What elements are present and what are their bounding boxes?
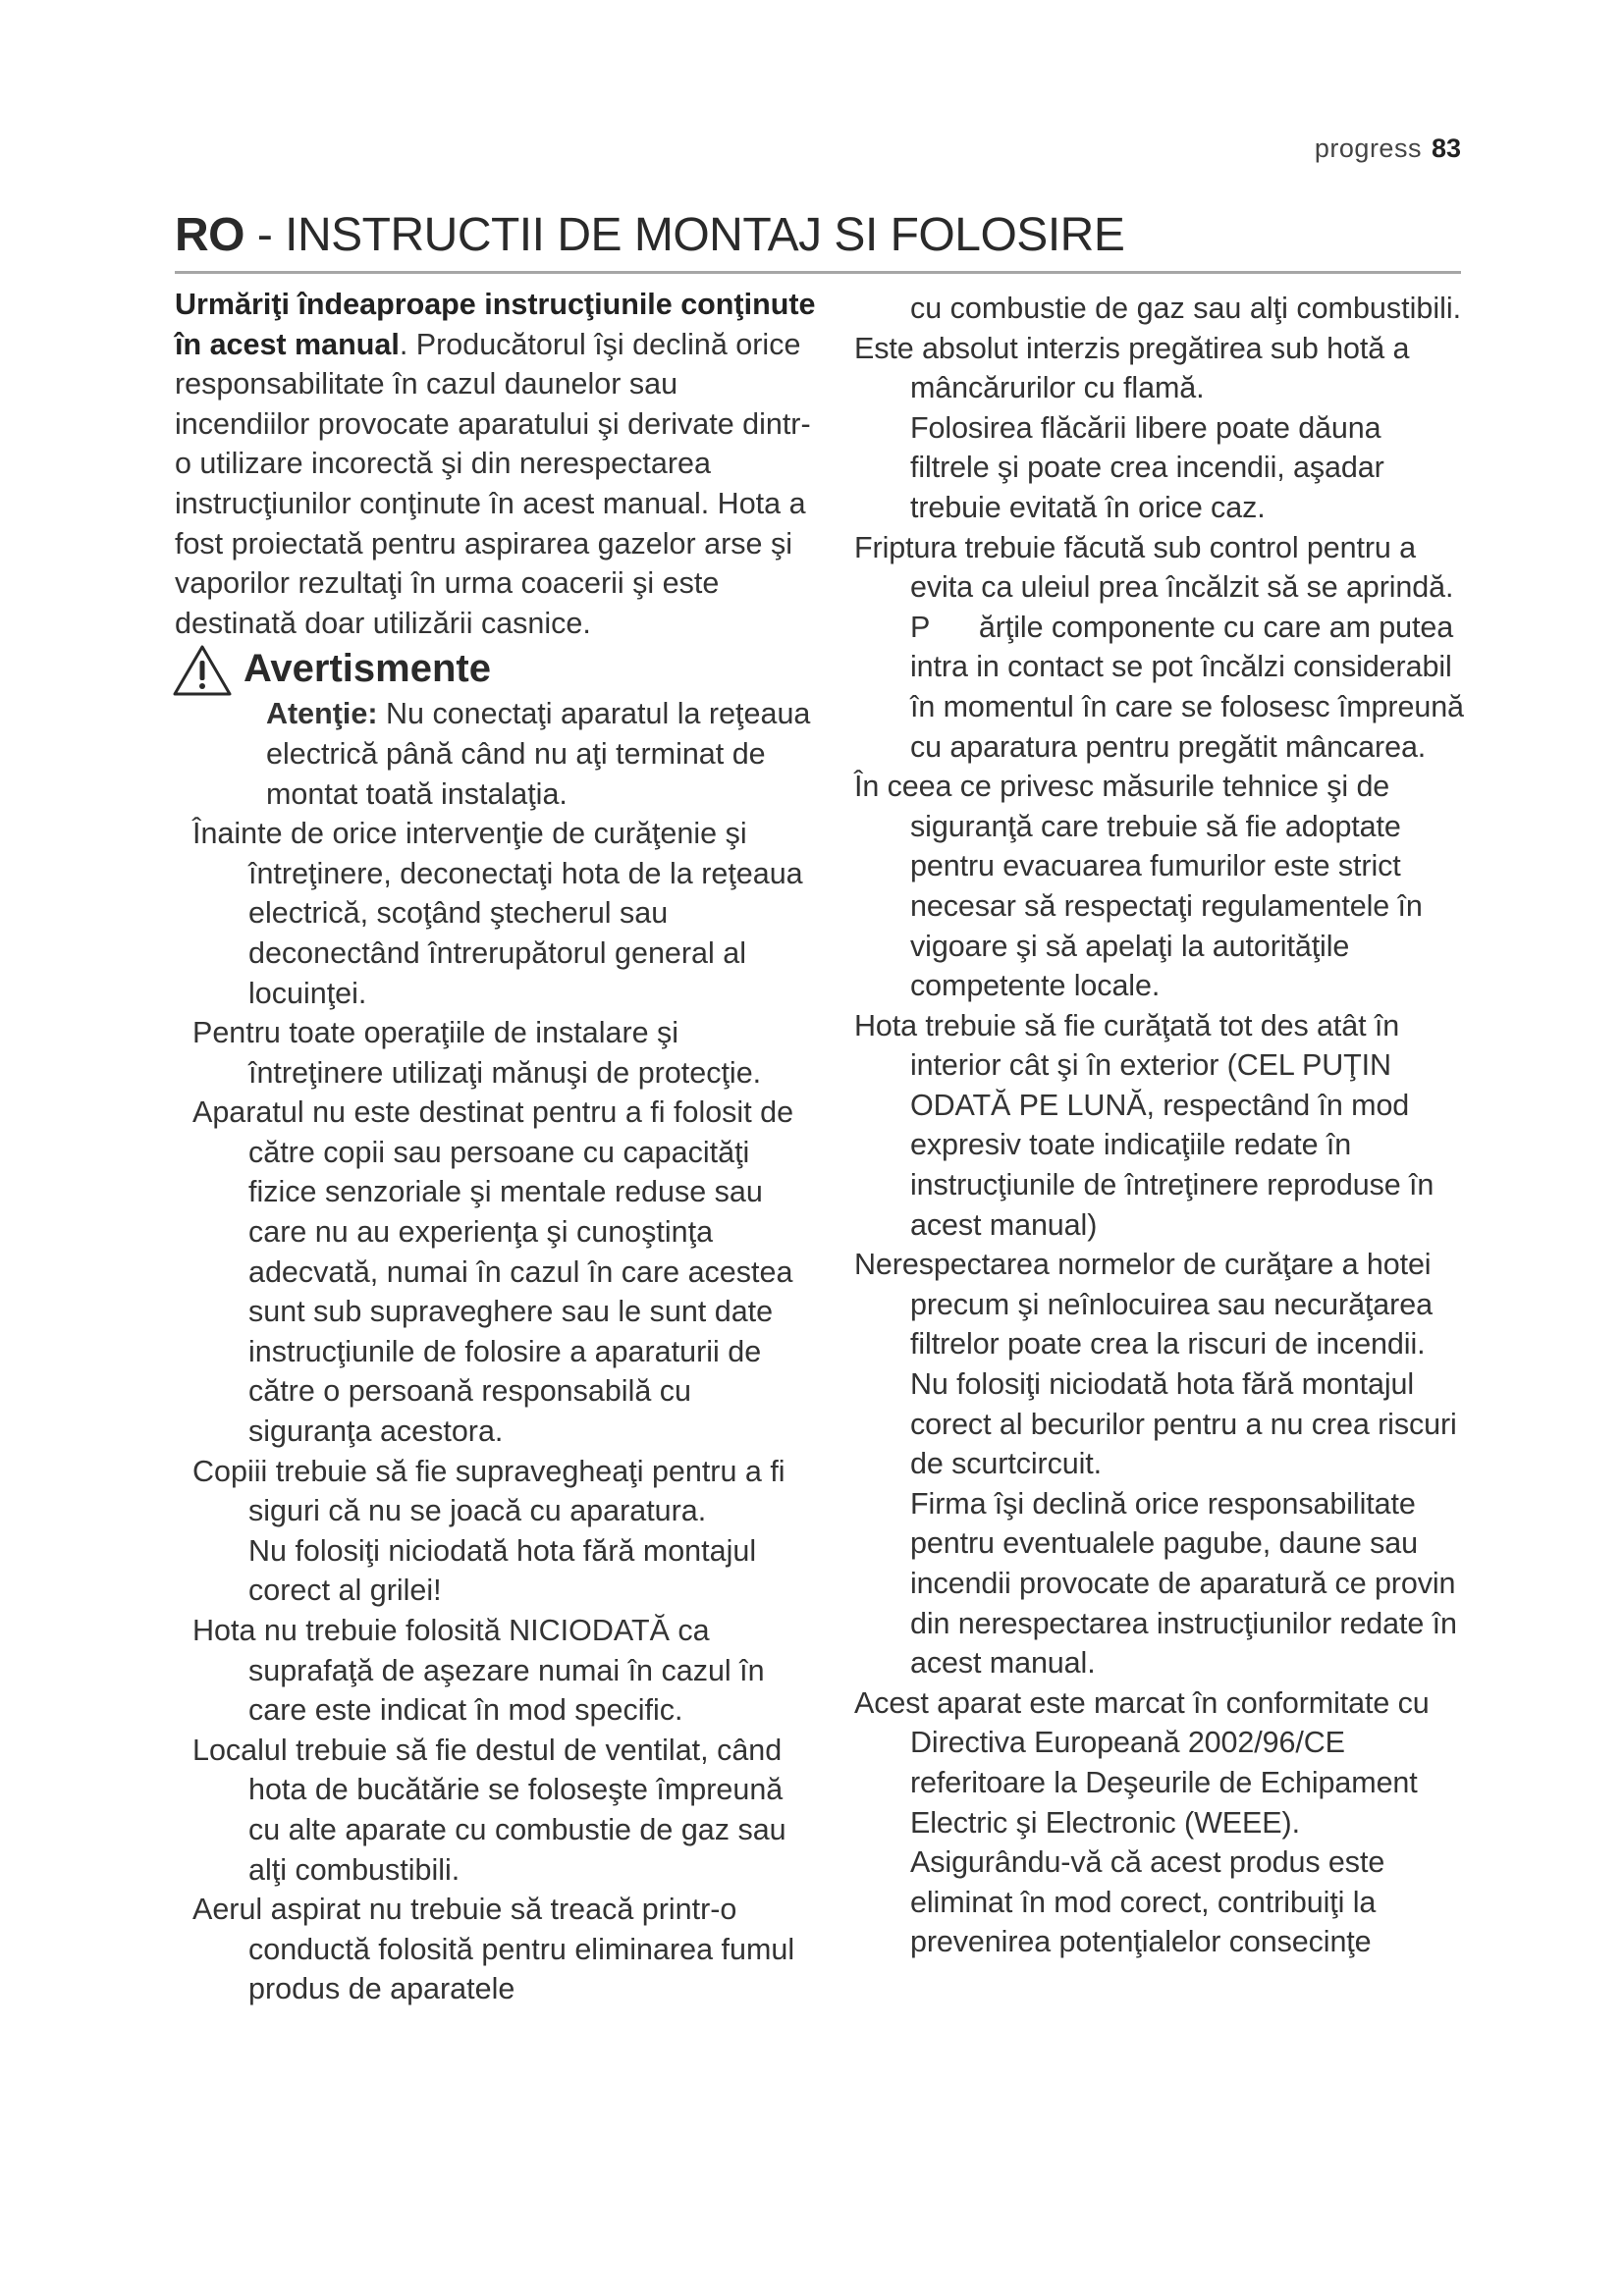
list-item: Înainte de orice intervenţie de curăţenie şi întreţinere, deconectaţi hota de la reţeaua electrică, scoţând ştecherul sau deconectând întrerupătorul general al locuinţei.	[192, 817, 803, 1010]
list-item: Copiii trebuie să fie supravegheaţi pentru a fi siguri că nu se joacă cu aparatura.	[192, 1454, 785, 1528]
list-item: Hota nu trebuie folosită NICIODATĂ ca suprafaţă de aşezare numai în cazul în care este indicat în mod specific.	[192, 1614, 765, 1728]
intro-bold-text: Urmăriţi îndeaproape instrucţiunile conţinute în acest manual	[175, 288, 816, 361]
warnings-list-left	[175, 694, 818, 2009]
list-item: Pentru toate operaţiile de instalare şi întreţinere utilizaţi mănuşi de protecţie.	[192, 1016, 762, 1090]
list-item: Friptura trebuie făcută sub control pentru a evita ca uleiul prea încălzit să se aprindă.	[854, 530, 1454, 605]
intro-paragraph	[175, 285, 818, 643]
title-text: - INSTRUCTII DE MONTAJ SI FOLOSIRE	[244, 209, 1125, 261]
title-divider	[175, 271, 1461, 274]
warnings-title: Avertismente	[244, 647, 491, 691]
page-title	[175, 208, 1124, 262]
list-item-continuation: Firma îşi declină orice responsabilitate pentru eventualele pagube, daune sau incendii provocate de aparatură ce provin din nerespectarea instrucţiunilor redate în acest manual.	[910, 1486, 1457, 1681]
list-item: Acest aparat este marcat în conformitate cu Directiva Europeană 2002/96/CE referitoare la Deşeurile de Echipament Electric şi Electronic (WEEE).	[854, 1685, 1430, 1840]
list-item: Localul trebuie să fie destul de ventilat, când hota de bucătărie se foloseşte împreună cu alte aparate cu combustie de gaz sau alţi combustibili.	[192, 1733, 786, 1887]
page-number: 83	[1431, 133, 1461, 163]
brand-name: progress	[1314, 133, 1422, 163]
warning-triangle-icon	[171, 643, 234, 698]
list-item: Aerul aspirat nu trebuie să treacă printr-o conductă folosită pentru eliminarea fumul produs de aparatele	[192, 1893, 795, 2006]
left-column	[175, 285, 818, 2009]
list-item-continuation: Folosirea flăcării libere poate dăuna filtrele şi poate crea incendii, aşadar trebuie evitată în orice caz.	[910, 410, 1384, 524]
list-item: În ceea ce privesc măsurile tehnice şi de siguranţă care trebuie să fie adoptate pentru evacuarea fumurilor este strict necesar să respectaţi regulamentele în vigoare şi să apelaţi la autorităţile competente locale.	[854, 770, 1423, 1003]
attention-label: Atenţie:	[266, 697, 378, 731]
list-item-continuation: Asigurându-vă că acest produs este eliminat în mod corect, contribuiţi la prevenirea potenţialelor consecinţe	[910, 1845, 1385, 1959]
attention-item	[192, 694, 818, 814]
list-item: Hota trebuie să fie curăţată tot des atât în interior cât şi în exterior (CEL PUŢIN ODATĂ PE LUNĂ, respectând în mod expresiv toate indicaţiile redate în instrucţiunile de întreţinere reproduse în acest manual)	[854, 1008, 1435, 1242]
list-item: Este absolut interzis pregătirea sub hotă a mâncărurilor cu flamă.	[854, 331, 1410, 405]
list-item-continuation: P ărţile componente cu care am putea intra in contact se pot încălzi considerabil în momentul în care se folosesc împreună cu aparatura pentru pregătit mâncarea.	[910, 610, 1473, 764]
list-item-continuation: Nu folosiţi niciodată hota fără montajul corect al grilei!	[248, 1533, 757, 1608]
list-item-continuation: cu combustie de gaz sau alţi combustibili.	[910, 292, 1462, 325]
page-header	[1315, 133, 1461, 164]
list-item-continuation: Nu folosiţi niciodată hota fără montajul corect al becurilor pentru a nu crea riscuri de scurtcircuit.	[910, 1367, 1457, 1481]
warnings-heading	[175, 643, 818, 690]
right-column	[854, 289, 1473, 1962]
intro-text: . Producătorul îşi declină orice responsabilitate în cazul daunelor sau incendiilor provocate aparatului şi derivate dintr-o utilizare incorectă şi din nerespectarea instrucţiunilor conţinute în acest manual. Hota a fost proiectată pentru aspirarea gazelor arse şi vaporilor rezultaţi în urma coacerii şi este destinată doar utilizării casnice.	[175, 327, 811, 640]
list-item: Aparatul nu este destinat pentru a fi folosit de către copii sau persoane cu capacităţi fizice senzoriale şi mentale reduse sau care nu au experienţa şi cunoştinţa adecvată, numai în cazul în care acestea sunt sub supraveghere sau le sunt date instrucţiunile de folosire a aparaturii de către o persoană responsabilă cu siguranţa acestora.	[192, 1095, 794, 1449]
list-item: Nerespectarea normelor de curăţare a hotei precum şi neînlocuirea sau necurăţarea filtrelor poate crea la riscuri de incendii.	[854, 1248, 1433, 1362]
attention-text: Nu conectaţi aparatul la reţeaua electrică până când nu aţi terminat de montat toată instalaţia.	[266, 697, 811, 811]
language-code: RO	[175, 209, 244, 261]
